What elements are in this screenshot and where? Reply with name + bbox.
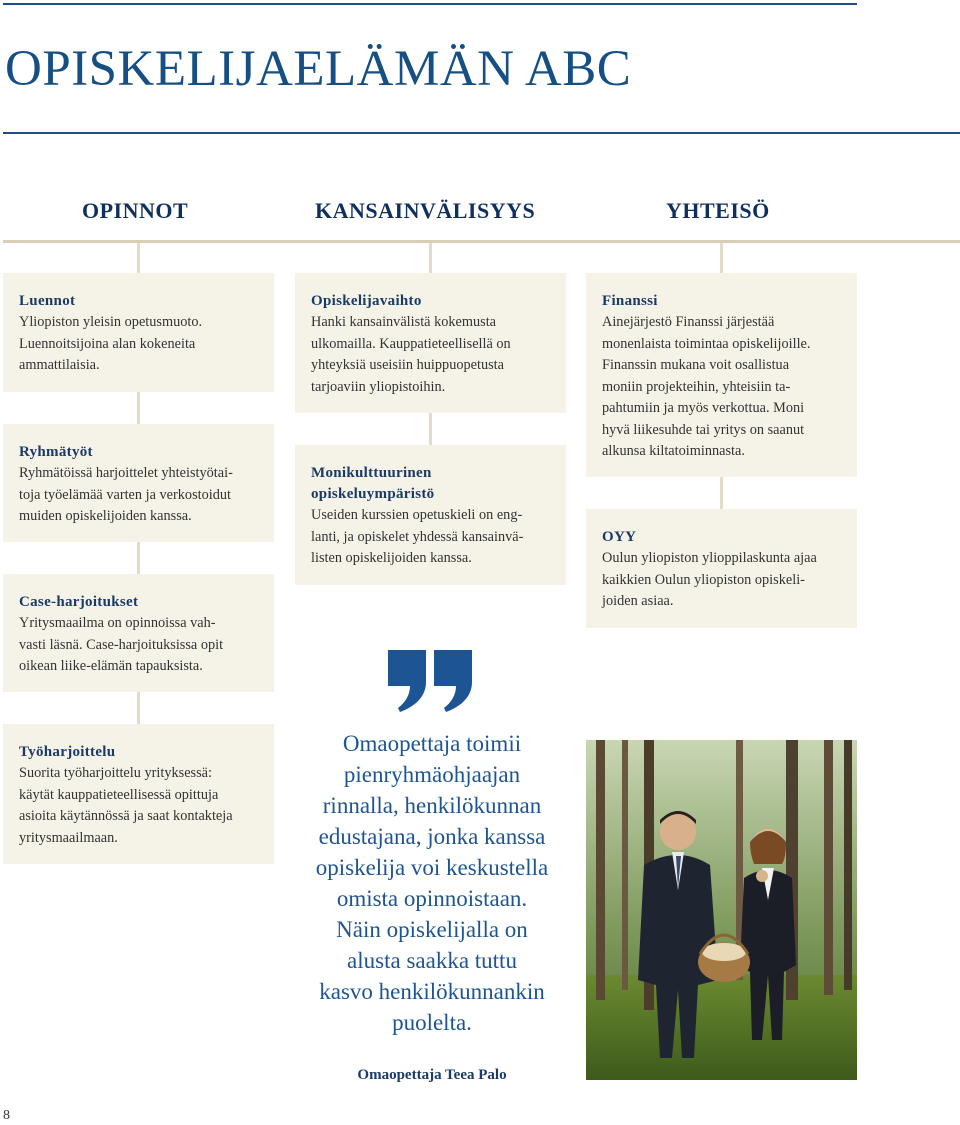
page-title: OPISKELIJAELÄMÄN ABC: [5, 41, 632, 97]
box-heading: Finanssi: [602, 293, 658, 309]
box-heading: OYY: [602, 529, 637, 545]
box-text: Yliopiston yleisin opetusmuoto. Luennoitsijoina alan kokeneita ammattilaisia.: [19, 314, 203, 373]
quote-mark-icon: [386, 648, 474, 714]
info-box-ryhmatyot: [3, 424, 274, 542]
pull-quote: Omaopettaja toimii pienryhmäohjaajan rinnalla, henkilökunnan edustajana, jonka kanssa opiskelija voi keskustella omista opinnoistaan. Näin opiskelijalla on alusta saakka tuttu kasvo henkilökunnankin puolelta.: [315, 731, 549, 1035]
info-box-finanssi: [586, 273, 857, 477]
info-box-opiskelijavaihto: [295, 273, 566, 413]
connector-line: [137, 542, 140, 574]
info-box-oyy: [586, 509, 857, 628]
box-heading: Luennot: [19, 293, 76, 309]
info-box-monikulttuurinen: [295, 445, 566, 585]
box-text: Ryhmätöissä harjoittelet yhteistyötai- toja työelämää varten ja verkostoidut muiden opiskelijoiden kanssa.: [19, 465, 233, 524]
top-rule: [3, 3, 857, 5]
connector-line: [137, 392, 140, 424]
page-number: 8: [3, 1108, 10, 1123]
quote-attribution: Omaopettaja Teea Palo: [357, 1067, 507, 1083]
connector-line: [720, 477, 723, 509]
box-text: Useiden kurssien opetuskieli on eng- lanti, ja opiskelet yhdessä kansainvä- listen opiskelijoiden kanssa.: [311, 507, 524, 566]
connector-line: [720, 243, 723, 273]
column-heading-yhteiso: YHTEISÖ: [666, 198, 770, 223]
connector-line: [137, 243, 140, 273]
box-heading: Monikulttuurinen opiskeluympäristö: [311, 465, 435, 502]
info-box-tyoharjoittelu: [3, 724, 274, 864]
connector-line: [429, 243, 432, 273]
students-forest-photo: [586, 740, 857, 1080]
box-text: Oulun yliopiston ylioppilaskunta ajaa kaikkien Oulun yliopiston opiskeli- joiden asiaa.: [602, 550, 817, 609]
info-box-luennot: [3, 273, 274, 392]
box-heading: Työharjoittelu: [19, 744, 116, 760]
column-heading-opinnot: OPINNOT: [82, 198, 189, 223]
box-text: Yritysmaailma on opinnoissa vah- vasti läsnä. Case-harjoituksissa opit oikean liike-elämän tapauksista.: [19, 615, 224, 674]
info-box-case-harjoitukset: [3, 574, 274, 692]
connector-line: [137, 692, 140, 724]
title-underline: [3, 132, 960, 134]
box-text: Ainejärjestö Finanssi järjestää monenlaista toimintaa opiskelijoille. Finanssin mukana voit osallistua moniin projekteihin, yhteisiin ta- pahtumiin ja myös verkottua. Moni hyvä liikesuhde tai yritys on saanut alkunsa kiltatoiminnasta.: [602, 314, 811, 459]
box-heading: Case-harjoitukset: [19, 594, 139, 610]
column-divider-bar: [3, 240, 960, 243]
box-text: Hanki kansainvälistä kokemusta ulkomailla. Kauppatieteellisellä on yhteyksiä useisiin huippuopetusta tarjoaviin yliopistoihin.: [311, 314, 511, 395]
box-heading: Opiskelijavaihto: [311, 293, 422, 309]
box-heading: Ryhmätyöt: [19, 444, 93, 460]
box-text: Suorita työharjoittelu yrityksessä: käytät kauppatieteellisessä opittuja asioita käytännössä ja saat kontakteja yritysmaailmaan.: [19, 765, 233, 846]
connector-line: [429, 413, 432, 445]
column-heading-kansainvalisyys: KANSAINVÄLISYYS: [315, 198, 536, 223]
